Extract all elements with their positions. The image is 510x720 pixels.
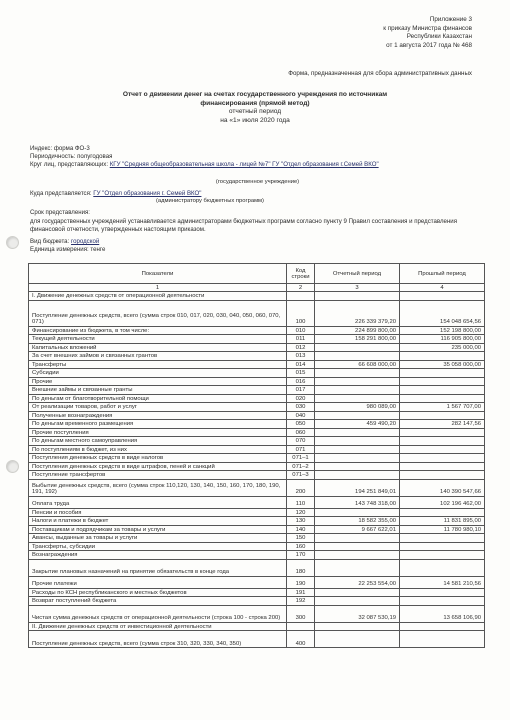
row-current-value: 980 089,00 [315,403,400,412]
table-row [29,411,485,420]
row-code: 192 [287,597,315,606]
unit-of-measure: Единица измерения: тенге [30,246,106,253]
row-current-value: 32 087 530,19 [315,605,400,622]
row-code [287,292,315,301]
row-code: 110 [287,496,315,508]
table-row [29,559,485,576]
row-current-value [315,292,400,301]
row-current-value [315,559,400,576]
row-code: 013 [287,352,315,361]
budget-type-value: городской [70,238,100,245]
column-number: 2 [287,284,315,292]
row-current-value [315,542,400,551]
row-previous-value: 140 390 547,66 [400,479,485,496]
row-current-value: 66 608 000,00 [315,360,400,369]
row-current-value: 143 748 318,00 [315,496,400,508]
row-label: Поступление денежных средств, всего (сумма строк 010, 017, 020, 030, 040, 050, 060, 070, 071) [29,300,287,326]
report-title-line: финансирования (прямой метод) [200,99,310,107]
row-code: 070 [287,437,315,446]
row-current-value [315,428,400,437]
row-current-value [315,588,400,597]
row-label: Возврат поступлений бюджета [29,597,287,606]
table-body [29,292,485,648]
table-row [29,335,485,344]
row-label: По деньгам от благотворительной помощи [29,394,287,403]
table-row [29,597,485,606]
row-previous-value [400,352,485,361]
row-previous-value: 102 196 462,00 [400,496,485,508]
row-label: II. Движение денежных средств от инвестиционной деятельности [29,622,287,631]
row-current-value [315,377,400,386]
row-code: 191 [287,588,315,597]
row-label: Капитальных вложений [29,343,287,352]
row-code: 400 [287,631,315,648]
recipient [30,190,485,198]
row-label: Полученные вознаграждения [29,411,287,420]
row-label: Закрытие плановых назначений на принятие обязательств в конце года [29,559,287,576]
row-label: От реализации товаров, работ и услуг [29,403,287,412]
row-previous-value: 154 048 654,56 [400,300,485,326]
row-previous-value [400,559,485,576]
row-previous-value [400,542,485,551]
row-current-value: 194 251 849,01 [315,479,400,496]
table-row [29,386,485,395]
row-code: 170 [287,551,315,560]
approval-line: Приложение 3 [429,16,472,23]
row-code: 190 [287,576,315,588]
row-current-value [315,462,400,471]
row-label: Поступление денежных средств, всего (сумма строк 310, 320, 330, 340, 350) [29,631,287,648]
row-previous-value [400,369,485,378]
reporting-entity-label: Круг лиц, представляющих: [30,161,109,168]
row-code: 015 [287,369,315,378]
reporting-entity [30,161,485,169]
row-previous-value: 35 058 000,00 [400,360,485,369]
row-current-value [315,445,400,454]
row-code: 200 [287,479,315,496]
row-current-value [315,386,400,395]
row-code: 020 [287,394,315,403]
row-previous-value [400,462,485,471]
column-number: 1 [29,284,287,292]
form-purpose-note: Форма, предназначенная для сбора административных данных [288,70,472,77]
caption-text: (государственное учреждение) [215,179,300,185]
row-previous-value: 116 905 800,00 [400,335,485,344]
row-current-value [315,454,400,463]
row-current-value [315,411,400,420]
row-previous-value [400,437,485,446]
recipient-value: ГУ "Отдел образования г. Семей ВКО" [93,190,202,197]
row-code: 160 [287,542,315,551]
reporting-period-label: отчетный период [228,108,282,116]
row-previous-value [400,597,485,606]
row-previous-value [400,377,485,386]
row-previous-value [400,534,485,543]
deadline-label: Срок представления: [30,209,90,216]
row-previous-value [400,551,485,560]
row-label: Поступления денежных средств в виде налогов [29,454,287,463]
row-label: Вознаграждения [29,551,287,560]
table-row [29,343,485,352]
row-previous-value [400,588,485,597]
row-label: Чистая сумма денежных средств от операционной деятельности (строка 100 - строка 200) [29,605,287,622]
deadline-text: для государственных учреждений устанавливается администраторами бюджетных программ согласно пункту 9 Правил составления и представления финансовой отчетности, утвержденных настоящим приказом. [30,218,458,233]
row-previous-value [400,292,485,301]
column-number: 3 [315,284,400,292]
row-current-value: 9 667 622,01 [315,525,400,534]
row-current-value [315,631,400,648]
row-code: 014 [287,360,315,369]
row-previous-value: 152 198 800,00 [400,326,485,335]
row-previous-value [400,454,485,463]
table-row [29,517,485,526]
row-current-value: 18 582 355,00 [315,517,400,526]
row-code: 140 [287,525,315,534]
row-label: Трансферты [29,360,287,369]
row-label: I. Движение денежных средств от операционной деятельности [29,292,287,301]
row-previous-value: 14 581 210,56 [400,576,485,588]
approval-line: к приказу Министра финансов [383,24,472,32]
caption-text: (администратору бюджетных программ) [156,198,264,204]
row-previous-value [400,471,485,480]
table-row [29,631,485,648]
row-label: Поступления денежных средств в виде штрафов, пеней и санкций [29,462,287,471]
row-label: Трансферты, субсидии [29,542,287,551]
table-row [29,326,485,335]
budget-type [30,238,485,246]
row-label: Пенсии и пособия [29,508,287,517]
row-label: Выбытие денежных средств, всего (сумма строк 110,120, 130, 140, 150, 160, 170, 180, 190, 191, 192) [29,479,287,496]
header-line-code: Код строки [287,264,315,284]
row-label: Текущей деятельности [29,335,287,344]
row-current-value [315,471,400,480]
table-row [29,542,485,551]
row-previous-value [400,508,485,517]
row-label: Прочие поступления [29,428,287,437]
cash-flow-table [28,263,485,648]
row-current-value: 22 253 554,00 [315,576,400,588]
row-previous-value: 13 658 106,90 [400,605,485,622]
row-current-value [315,352,400,361]
row-label: Прочие платежи [29,576,287,588]
reporting-entity-value: КГУ "Средняя общеобразовательная школа - лицей №7" ГУ "Отдел образования г.Семей ВКО" [109,161,379,168]
column-number-row [29,284,485,292]
table-row [29,622,485,631]
row-label: Оплата труда [29,496,287,508]
table-row [29,403,485,412]
row-label: Авансы, выданные за товары и услуги [29,534,287,543]
row-previous-value [400,622,485,631]
row-previous-value: 11 831 895,00 [400,517,485,526]
table-row [29,454,485,463]
recipient-label: Куда представляется: [30,190,92,197]
row-code: 150 [287,534,315,543]
row-label: По деньгам временного размещения [29,420,287,429]
row-previous-value [400,411,485,420]
row-code: 130 [287,517,315,526]
row-previous-value [400,631,485,648]
column-number: 4 [400,284,485,292]
table-row [29,525,485,534]
punch-hole [6,460,19,473]
table-row [29,534,485,543]
row-label: Налоги и платежи в бюджет [29,517,287,526]
table-row [29,420,485,429]
row-code: 120 [287,508,315,517]
reporting-entity-caption [30,179,485,187]
budget-type-label: Вид бюджета: [30,238,70,245]
row-previous-value: 235 000,00 [400,343,485,352]
approval-line: Республики Казахстан [406,33,472,41]
row-code: 180 [287,559,315,576]
table-row [29,369,485,378]
form-periodicity: Периодичность: полугодовая [30,153,113,160]
row-label: По деньгам местного самоуправления [29,437,287,446]
row-code: 071–1 [287,454,315,463]
row-current-value [315,343,400,352]
row-current-value [315,437,400,446]
row-code: 050 [287,420,315,429]
table-row [29,479,485,496]
row-current-value [315,394,400,403]
row-current-value: 158 291 800,00 [315,335,400,344]
row-previous-value: 282 147,56 [400,420,485,429]
row-previous-value [400,445,485,454]
row-code [287,622,315,631]
recipient-caption [30,198,330,206]
row-current-value [315,534,400,543]
report-title-line: Отчет о движении денег на счетах государственного учреждения по источникам [122,91,388,98]
row-previous-value [400,394,485,403]
row-code: 071–3 [287,471,315,480]
table-row [29,551,485,560]
table-row [29,508,485,517]
report-date: на «1» июля 2020 года [220,117,290,125]
row-code: 016 [287,377,315,386]
table-row [29,462,485,471]
table-row [29,445,485,454]
row-code: 017 [287,386,315,395]
table-row [29,576,485,588]
row-code: 060 [287,428,315,437]
row-previous-value: 1 567 707,00 [400,403,485,412]
row-code: 010 [287,326,315,335]
header-current-period: Отчетный период [315,264,400,284]
row-label: За счет внешних займов и связанных грантов [29,352,287,361]
row-previous-value [400,386,485,395]
approval-line: от 1 августа 2017 года № 468 [386,41,472,49]
table-header-row [29,264,485,284]
table-row [29,360,485,369]
row-current-value [315,369,400,378]
table-row [29,588,485,597]
table-row [29,292,485,301]
row-current-value [315,508,400,517]
row-code: 011 [287,335,315,344]
row-current-value [315,622,400,631]
header-previous-period: Прошлый период [400,264,485,284]
row-code: 071–2 [287,462,315,471]
form-index: Индекс: форма ФО-3 [30,145,90,152]
row-current-value: 226 339 379,20 [315,300,400,326]
row-code: 300 [287,605,315,622]
table-row [29,605,485,622]
row-label: Поступление трансфертов [29,471,287,480]
row-label: Прочие [29,377,287,386]
table-row [29,352,485,361]
row-current-value: 459 490,20 [315,420,400,429]
row-label: По поступлениям в бюджет, из них [29,445,287,454]
row-code: 100 [287,300,315,326]
row-current-value [315,551,400,560]
row-label: Поставщикам и подрядчикам за товары и услуги [29,525,287,534]
row-current-value: 224 899 800,00 [315,326,400,335]
table-row [29,437,485,446]
header-indicators: Показатели [29,264,287,284]
table-row [29,377,485,386]
row-previous-value: 11 780 980,10 [400,525,485,534]
report-title [100,91,410,126]
punch-hole [6,236,19,249]
table-row [29,300,485,326]
table-row [29,496,485,508]
row-label: Внешние займы и связанные гранты [29,386,287,395]
row-label: Субсидии [29,369,287,378]
row-current-value [315,597,400,606]
approval-note [383,16,472,50]
row-code: 030 [287,403,315,412]
table-row [29,428,485,437]
row-label: Финансирование из бюджета, в том числе: [29,326,287,335]
row-code: 071 [287,445,315,454]
row-code: 040 [287,411,315,420]
row-code: 012 [287,343,315,352]
row-previous-value [400,428,485,437]
table-row [29,394,485,403]
table-row [29,471,485,480]
row-label: Расходы по КСН республиканского и местных бюджетов [29,588,287,597]
